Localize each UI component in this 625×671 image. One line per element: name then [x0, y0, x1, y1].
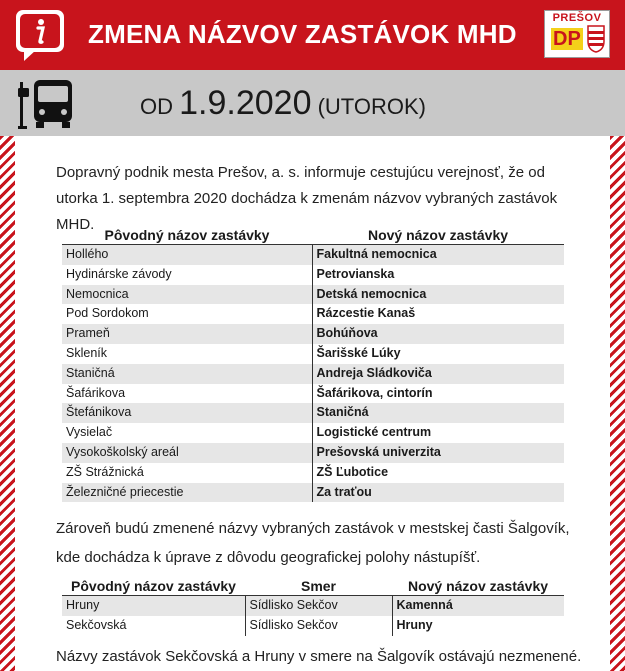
new-name: Prešovská univerzita	[312, 443, 564, 463]
table-row	[62, 344, 564, 364]
new-name: Andreja Sládkoviča	[312, 364, 564, 384]
original-name: Hruny	[62, 596, 245, 616]
column-header-original: Pôvodný názov zastávky	[62, 578, 245, 596]
table-row	[62, 443, 564, 463]
column-header-new: Nový názov zastávky	[312, 227, 564, 245]
column-header-direction: Smer	[245, 578, 392, 596]
date-prefix: OD	[140, 94, 180, 119]
new-name: Detská nemocnica	[312, 285, 564, 305]
original-name: Sekčovská	[66, 617, 127, 632]
original-name: Vysielač	[66, 425, 113, 440]
table-row	[62, 596, 564, 616]
table-row	[62, 463, 564, 483]
table-row	[62, 616, 564, 636]
new-name: Petrovianska	[312, 265, 564, 285]
new-name: Za traťou	[312, 483, 564, 503]
original-name: Štefánikova	[62, 403, 312, 423]
logo-dp-mark: DP	[553, 28, 581, 50]
table-row	[62, 285, 564, 305]
new-name: ZŠ Ľubotice	[312, 463, 564, 483]
original-name: Nemocnica	[62, 285, 312, 305]
original-name: Skleník	[66, 345, 107, 360]
left-hatch-border	[0, 136, 15, 671]
header-banner	[0, 0, 625, 70]
new-name: Kamenná	[392, 596, 564, 616]
new-name: Rázcestie Kanaš	[312, 304, 564, 324]
table-row	[62, 384, 564, 404]
coat-of-arms-icon	[587, 25, 605, 53]
table-row	[62, 483, 564, 503]
effective-date-title	[140, 84, 426, 123]
direction: Sídlisko Sekčov	[245, 616, 392, 636]
right-hatch-border	[610, 136, 625, 671]
original-name: Vysokoškolský areál	[62, 443, 312, 463]
new-name: Šafárikova, cintorín	[312, 384, 564, 404]
original-name: Hydinárske závody	[66, 266, 172, 281]
original-name: Prameň	[62, 324, 312, 344]
stop-rename-table	[62, 227, 564, 502]
footer-note: Názvy zastávok Sekčovská a Hruny v smere na Šalgovík ostávajú nezmenené.	[56, 648, 582, 665]
salgovik-rename-table	[62, 578, 564, 636]
table-row	[62, 304, 564, 324]
new-name: Šarišské Lúky	[312, 344, 564, 364]
table-row	[62, 265, 564, 285]
new-name: Bohúňova	[312, 324, 564, 344]
intro-paragraph: Dopravný podnik mesta Prešov, a. s. informuje cestujúcu verejnosť, že od utorka 1. septembra 2020 dochádza k zmenám názvov vybraných zastávok MHD.	[56, 164, 558, 233]
column-header-new: Nový názov zastávky	[392, 578, 564, 596]
table-row	[62, 403, 564, 423]
original-name: Železničné priecestie	[62, 483, 312, 503]
new-name: Fakultná nemocnica	[312, 245, 564, 265]
table-row	[62, 423, 564, 443]
original-name: ZŠ Strážnická	[66, 464, 144, 479]
new-name: Staničná	[312, 403, 564, 423]
logo-city: PREŠOV	[552, 12, 602, 24]
original-name: Pod Sordokom	[66, 306, 149, 321]
date-weekday: (UTOROK)	[311, 94, 426, 119]
original-name: Staničná	[62, 364, 312, 384]
table-row	[62, 364, 564, 384]
table-row	[62, 324, 564, 344]
dp-presov-logo	[544, 10, 610, 58]
original-name: Hollého	[62, 245, 312, 265]
effective-date: 1.9.2020	[179, 84, 312, 122]
bus-stop-icon	[18, 78, 74, 130]
table-row	[62, 245, 564, 265]
salgovik-paragraph: Zároveň budú zmenené názvy vybraných zastávok v mestskej časti Šalgovík, kde dochádza k úprave z dôvodu geografickej polohy nástupíšť.	[56, 520, 570, 566]
column-header-original: Pôvodný názov zastávky	[62, 227, 312, 245]
info-icon	[14, 8, 66, 62]
direction: Sídlisko Sekčov	[245, 596, 392, 616]
new-name: Logistické centrum	[312, 423, 564, 443]
header-title: ZMENA NÁZVOV ZASTÁVOK MHD	[88, 19, 517, 49]
new-name: Hruny	[392, 616, 564, 636]
original-name: Šafárikova	[66, 385, 126, 400]
